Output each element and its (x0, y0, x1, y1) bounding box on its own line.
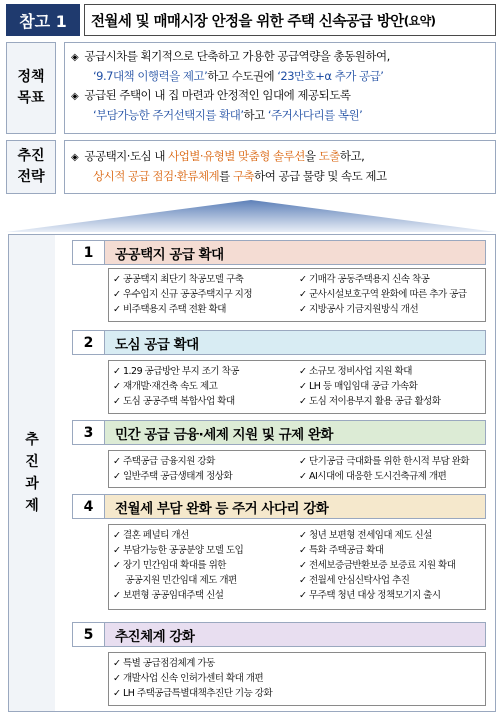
section-5-header: 5 추진체계 강화 (72, 622, 486, 647)
reference-badge: 참고 1 (6, 4, 80, 36)
list-item: ✓ 우수입지 신규 공공주택지구 지정 (113, 289, 253, 300)
list-item: ✓ 비주택용지 주택 전환 확대 (113, 304, 226, 315)
diamond-bullet-icon: ◈ (71, 152, 79, 163)
goal-label: 정책 목표 (6, 42, 56, 134)
list-item: ✓ 기매각 공동주택용지 신속 착공 (299, 274, 430, 285)
list-item: ✓ 일반주택 공급생태계 정상화 (113, 471, 233, 482)
strategy-box: ◈ 공공택지·도심 내 사업별·유형별 맞춤형 솔루션을 도출하고, 상시적 공급 점검·환류체계를 구축하여 공급 물량 및 속도 제고 (64, 140, 496, 194)
diamond-bullet-icon: ◈ (71, 52, 79, 63)
list-item: ✓ 1.29 공급방안 부지 조기 착공 (113, 366, 239, 377)
list-item: ✓ AI시대에 대응한 도시건축규제 개편 (299, 471, 447, 482)
section-4-body (108, 524, 486, 610)
list-item: ✓ 부담가능한 공공분양 모델 도입 (113, 545, 244, 556)
list-item: ✓ 전월세 안심신탁사업 추진 (299, 575, 410, 586)
strategy-label: 추진 전략 (6, 140, 56, 194)
section-4-header: 4 전월세 부담 완화 등 주거 사다리 강화 (72, 494, 486, 519)
list-item: ✓ 장기 민간임대 확대를 위한 (113, 560, 226, 571)
list-item: ✓ 특화 주택공급 확대 (299, 545, 384, 556)
list-item: ✓ 결혼 페널티 개선 (113, 530, 189, 541)
list-item: 공공지원 민간임대 제도 개편 (125, 575, 237, 586)
list-item: ✓ 재개발·재건축 속도 제고 (113, 381, 218, 392)
section-5-body (108, 652, 486, 706)
title-suffix: (요약) (403, 13, 436, 28)
list-item: ✓ 청년 보편형 전세임대 제도 신설 (299, 530, 432, 541)
up-arrow-icon (6, 198, 496, 232)
list-item: ✓ 지방공사 기금지원방식 개선 (299, 304, 419, 315)
goal-box: ◈ 공급시차를 획기적으로 단축하고 가용한 공급역량을 총동원하여, ‘9.7대책 이행력을 제고’하고 수도권에 ‘23만호+α 추가 공급’ ◈ 공급된 주택이 내 집 마련과 안정적인 임대에 제공되도록 ‘부담가능한 주거선택지를 확대’하고 ‘주거사다리를 복원’ (64, 42, 496, 134)
list-item: ✓ 전세보증금반환보증 보증료 지원 확대 (299, 560, 456, 571)
page-title (84, 4, 496, 36)
section-2-body (108, 360, 486, 414)
list-item: ✓ 공공택지 최단기 착공모델 구축 (113, 274, 244, 285)
list-item: ✓ 도심 공공주택 복합사업 확대 (113, 396, 235, 407)
list-item: ✓ 주택공급 금융지원 강화 (113, 456, 215, 467)
diamond-bullet-icon: ◈ (71, 91, 79, 102)
list-item: ✓ 개발사업 신속 인허가센터 확대 개편 (113, 673, 264, 684)
section-1-body (108, 268, 486, 322)
list-item: ✓ 단기공급 극대화를 위한 한시적 부담 완화 (299, 456, 470, 467)
tasks-label: 추 진 과 제 (9, 235, 55, 711)
list-item: ✓ 보편형 공공임대주택 신설 (113, 590, 224, 601)
section-3-body (108, 450, 486, 488)
header (6, 4, 496, 36)
section-3-header: 3 민간 공급 금융·세제 지원 및 규제 완화 (72, 420, 486, 445)
list-item: ✓ 소규모 정비사업 지원 확대 (299, 366, 412, 377)
list-item: ✓ 특별 공급점검체계 가동 (113, 658, 215, 669)
list-item: ✓ 무주택 청년 대상 정책모기지 출시 (299, 590, 441, 601)
list-item: ✓ 군사시설보호구역 완화에 따른 추가 공급 (299, 289, 467, 300)
list-item: ✓ 도심 저이용부지 활용 공급 활성화 (299, 396, 441, 407)
section-1-header: 1 공공택지 공급 확대 (72, 240, 486, 265)
list-item: ✓ LH 등 매입임대 공급 가속화 (299, 381, 418, 392)
section-2-header: 2 도심 공급 확대 (72, 330, 486, 355)
title-text: 전월세 및 매매시장 안정을 위한 주택 신속공급 방안 (91, 13, 404, 30)
list-item: ✓ LH 주택공급특별대책추진단 기능 강화 (113, 688, 273, 699)
